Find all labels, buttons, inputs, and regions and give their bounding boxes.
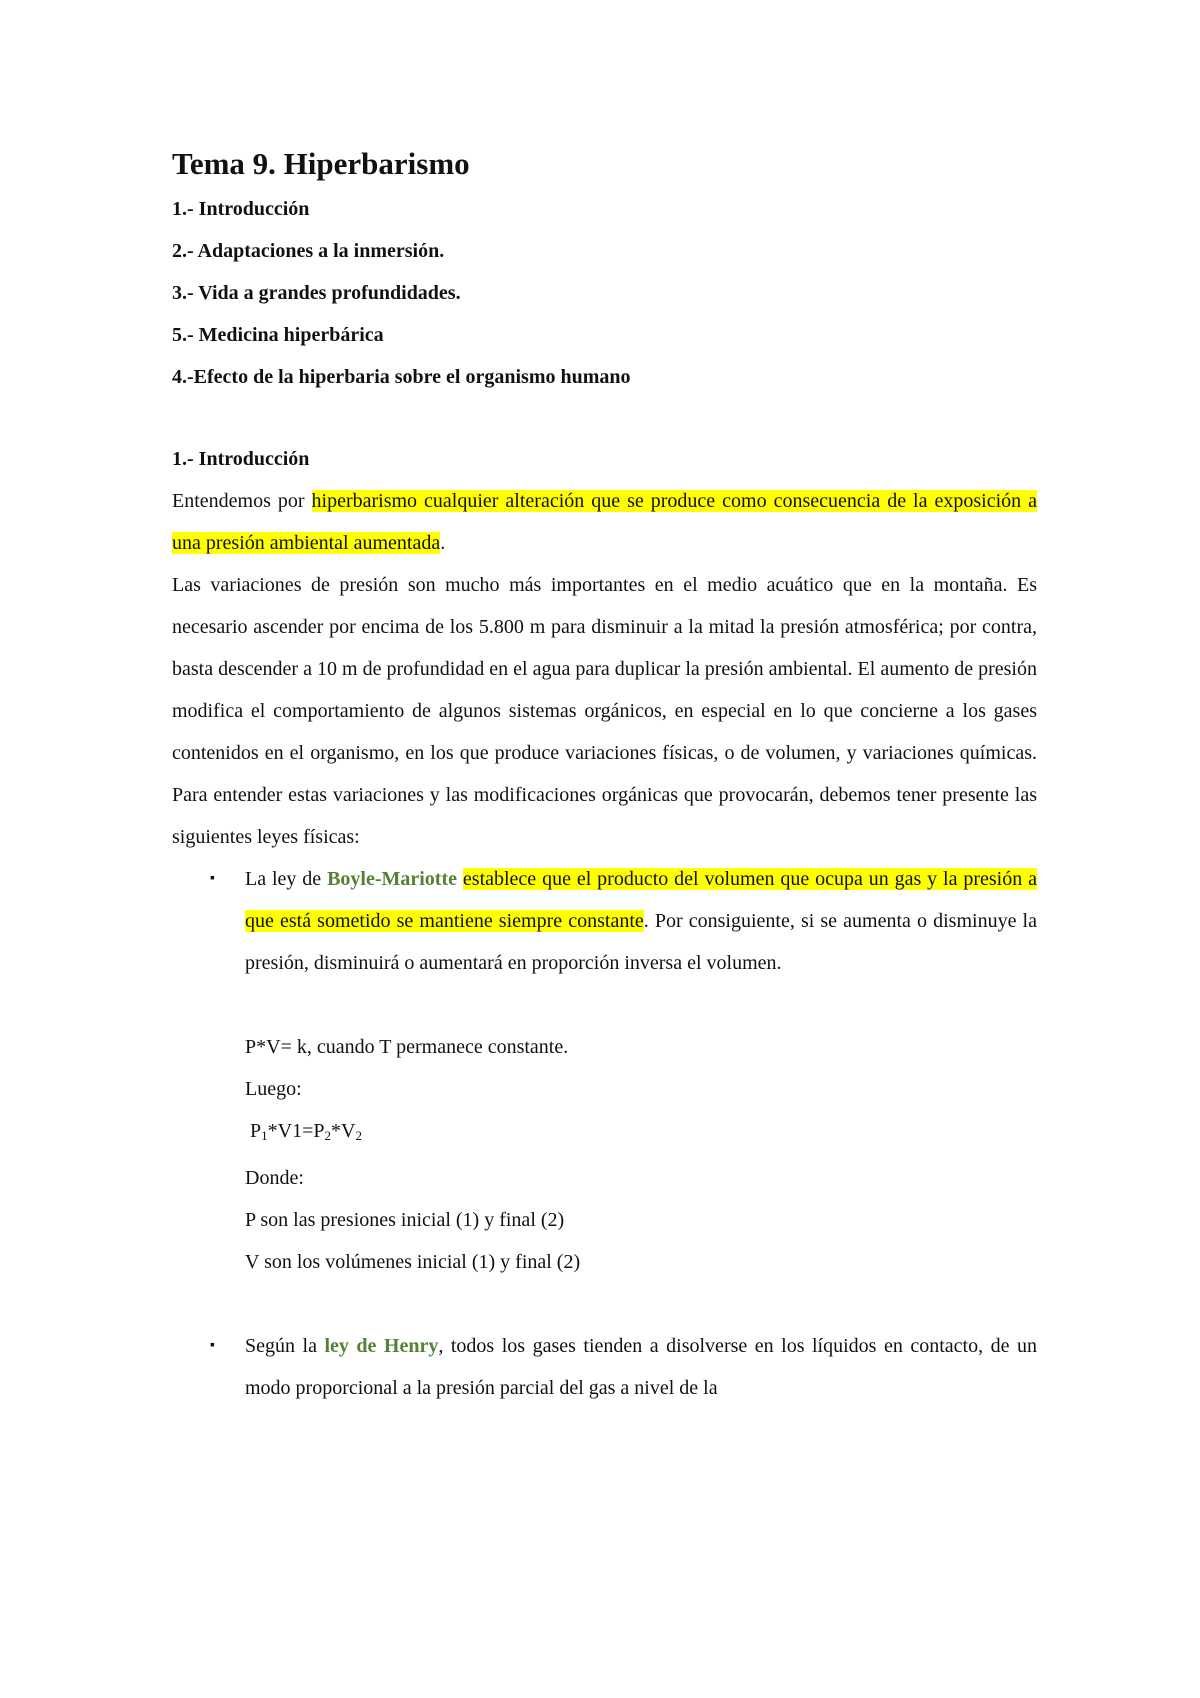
bullet-suffix: . Por consiguiente, si se aumenta o disminuye la presión, disminuirá o aumentará en proporción inversa el volumen.	[245, 910, 1037, 974]
law-name: Boyle-Mariotte	[327, 868, 458, 890]
bullet-text	[245, 858, 1037, 984]
document-title: Tema 9. Hiperbarismo	[172, 146, 470, 181]
toc-item: 3.- Vida a grandes profundidades.	[172, 282, 461, 304]
bullet-prefix: La ley de	[245, 868, 328, 890]
formula-subscript: 2	[324, 1128, 331, 1143]
formula-part: *V1=P	[267, 1120, 325, 1142]
formula-line: Donde:	[245, 1167, 304, 1189]
list-item	[172, 1325, 1037, 1409]
toc-item: 5.- Medicina hiperbárica	[172, 324, 384, 346]
blank-line	[172, 1283, 1037, 1325]
law-name: ley de Henry	[324, 1335, 439, 1357]
definition-prefix: Entendemos por	[172, 490, 312, 512]
definition-paragraph	[172, 480, 1037, 564]
document-body	[172, 140, 1037, 1409]
bullet-text	[245, 1325, 1037, 1409]
formula-part: *V	[330, 1120, 356, 1142]
definition-suffix: .	[440, 532, 446, 554]
formula-line: Luego:	[245, 1078, 302, 1100]
formula-line: P son las presiones inicial (1) y final (2)	[245, 1209, 565, 1231]
square-bullet-icon: ▪	[210, 871, 215, 886]
list-item	[172, 858, 1037, 984]
formula-line: P*V= k, cuando T permanece constante.	[245, 1036, 569, 1058]
highlighted-definition: hiperbarismo cualquier alteración que se produce como consecuencia de la exposición a una presión ambiental aumentada	[172, 490, 1038, 554]
formula-part: P	[250, 1120, 262, 1142]
bullet-prefix: Según la	[245, 1335, 325, 1357]
formula-subscript: 2	[355, 1128, 362, 1143]
section-heading: 1.- Introducción	[172, 448, 310, 470]
blank-line	[172, 984, 1037, 1026]
toc-item: 4.-Efecto de la hiperbaria sobre el organismo humano	[172, 366, 631, 388]
table-of-contents	[172, 188, 1037, 398]
formula-equation	[172, 1110, 1037, 1157]
highlighted-law-statement: establece que el producto del volumen que ocupa un gas y la presión a que está sometido se mantiene siempre constante	[245, 868, 1038, 932]
toc-item: 1.- Introducción	[172, 198, 310, 220]
formula-line: V son los volúmenes inicial (1) y final (2)	[245, 1251, 581, 1273]
toc-item: 2.- Adaptaciones a la inmersión.	[172, 240, 445, 262]
formula-subscript: 1	[261, 1128, 268, 1143]
square-bullet-icon: ▪	[210, 1338, 215, 1353]
body-paragraph: Las variaciones de presión son mucho más importantes en el medio acuático que en la montaña. Es necesario ascender por encima de los 5.800 m para disminuir a la mitad la presión atmosférica; por contra, basta descender a 10 m de profundidad en el agua para duplicar la presión ambiental. El aumento de presión modifica el comportamiento de algunos sistemas orgánicos, en especial en lo que concierne a los gases contenidos en el organismo, en los que produce variaciones físicas, o de volumen, y variaciones químicas. Para entender estas variaciones y las modificaciones orgánicas que provocarán, debemos tener presente las siguientes leyes físicas:	[172, 574, 1037, 848]
bullet-suffix: , todos los gases tienden a disolverse en los líquidos en contacto, de un modo proporcional a la presión parcial del gas a nivel de la	[245, 1335, 1037, 1399]
